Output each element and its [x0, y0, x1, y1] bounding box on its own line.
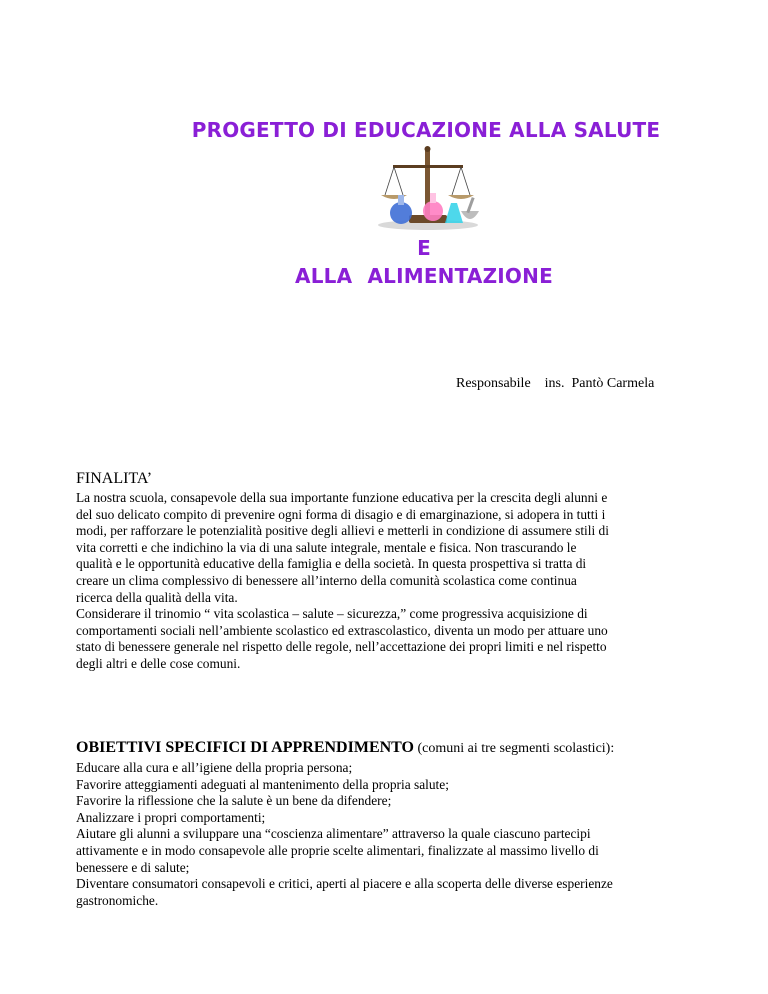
text-line: vita corretti e che indichino la via di una salute integrale, mentale e fisica. Non trascurando le: [76, 539, 577, 555]
text-line: ricerca della qualità della vita.: [76, 589, 238, 605]
title-line-3: ALLA ALIMENTAZIONE: [295, 264, 553, 288]
title-line-2: E: [417, 236, 431, 260]
text-line: modi, per rafforzare le potenzialità positive degli allievi e metterli in condizione di assumere stili di: [76, 523, 609, 539]
text-line: La nostra scuola, consapevole della sua importante funzione educativa per la crescita degli alunni e: [76, 490, 608, 505]
text-line: benessere e di salute;: [76, 859, 190, 875]
finalita-heading: FINALITA’: [76, 470, 153, 487]
text-line: Favorire atteggiamenti adeguati al mantenimento della propria salute;: [76, 776, 449, 792]
scale-flasks-illustration: [373, 145, 483, 231]
text-line: del suo delicato compito di prevenire ogni forma di disagio e di emarginazione, si adopera in tutti i: [76, 506, 606, 522]
text-line: comportamenti sociali nell’ambiente scolastico ed extrascolastico, diventa un modo per attuare uno: [76, 622, 608, 638]
obiettivi-heading-note: (comuni ai tre segmenti scolastici):: [414, 741, 615, 756]
obiettivi-heading-bold: OBIETTIVI SPECIFICI DI APPRENDIMENTO: [76, 739, 414, 756]
text-line: gastronomiche.: [76, 892, 159, 908]
text-line: Aiutare gli alunni a sviluppare una “coscienza alimentare” attraverso la quale ciascuno partecipi: [76, 826, 591, 842]
text-line: degli altri e delle cose comuni.: [76, 655, 241, 671]
text-line: Diventare consumatori consapevoli e critici, aperti al piacere e alla scoperta delle diverse esperienze: [76, 876, 613, 892]
text-line: Analizzare i propri comportamenti;: [76, 809, 266, 825]
title-line-1: PROGETTO DI EDUCAZIONE ALLA SALUTE: [191, 118, 661, 142]
obiettivi-heading: [76, 739, 614, 757]
obiettivi-list: [76, 760, 700, 909]
text-line: creare un clima complessivo di benessere all’interno della comunità scolastica come continua: [76, 572, 577, 588]
text-line: Favorire la riflessione che la salute è un bene da difendere;: [76, 793, 392, 809]
text-line: attivamente e in modo consapevole alle proprie scelte alimentari, finalizzate al massimo livello di: [76, 842, 599, 858]
text-line: Considerare il trinomio “ vita scolastica – salute – sicurezza,” come progressiva acquisizione di: [76, 606, 588, 622]
responsible-label: Responsabile: [456, 376, 531, 391]
text-line: Educare alla cura e all’igiene della propria persona;: [76, 760, 353, 775]
finalita-paragraph: [76, 490, 700, 673]
responsible-line: [456, 376, 654, 392]
responsible-name: ins. Pantò Carmela: [544, 376, 655, 391]
text-line: qualità e le opportunità educative della famiglia e della società. In questa prospettiva si tratta di: [76, 556, 587, 572]
text-line: stato di benessere generale nel rispetto delle regole, nell’accettazione dei propri limiti e nel rispetto: [76, 639, 607, 655]
